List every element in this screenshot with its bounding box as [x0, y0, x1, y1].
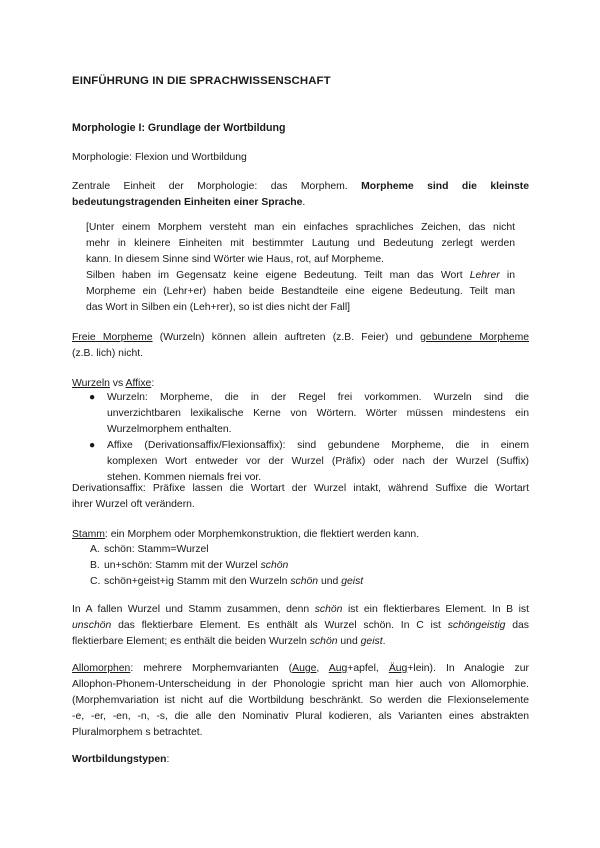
section-heading-morphology: Morphologie I: Grundlage der Wortbildung — [72, 122, 286, 134]
list-item-c: C. schön+geist+ig Stamm mit den Wurzeln schön und geist — [90, 576, 364, 587]
list-item-wurzeln: ● Wurzeln: Morpheme, die in der Regel frei vorkommen. Wurzeln sind die unverzichtbaren lexikalische Kerne von Wörtern. Wörter müssen mindestens ein Wurzelmorphem enthalten. — [89, 392, 529, 435]
document-title: EINFÜHRUNG IN DIE SPRACHWISSENSCHAFT — [72, 75, 331, 87]
bullet-icon: ● — [89, 392, 96, 403]
list-item-b: B. un+schön: Stamm mit der Wurzel schön — [90, 560, 289, 571]
stem-examples-list — [72, 542, 529, 590]
stem-definition: Stamm: ein Morphem oder Morphemkonstruktion, die flektiert werden kann. — [72, 529, 420, 540]
paragraph-stem-explanation: In A fallen Wurzel und Stamm zusammen, denn schön ist ein flektierbares Element. In B ist unschön das flektierbare Element. Es enthält als Wurzel schön. In C ist schöngeistig das flektierbare Element; es enthält die beiden Wurzeln schön und geist. — [72, 604, 529, 647]
word-formation-types-heading: Wortbildungstypen: — [72, 754, 170, 765]
bullet-icon: ● — [89, 440, 96, 451]
subtitle-flexion-wortbildung: Morphologie: Flexion und Wortbildung — [72, 152, 247, 163]
list-item-a: A. schön: Stamm=Wurzel — [90, 544, 209, 555]
list-item-affixe: ● Affixe (Derivationsaffix/Flexionsaffix): sind gebundene Morpheme, die in einem komplexen Wort entweder vor der Wurzel (Präfix) oder nach der Wurzel (Suffix) stehen. Kommen niemals frei vor. — [89, 440, 529, 483]
roots-vs-affixes-heading: Wurzeln vs Affixe: — [72, 378, 155, 389]
paragraph-morpheme-definition: Zentrale Einheit der Morphologie: das Morphem. Morpheme sind die kleinste bedeutungstragenden Einheiten einer Sprache. — [72, 181, 530, 208]
roots-affixes-list — [72, 390, 529, 486]
paragraph-free-bound-morphemes: Freie Morpheme (Wurzeln) können allein auftreten (z.B. Feier) und gebundene Morpheme (z.B. lich) nicht. — [72, 332, 530, 359]
bracket-note: [Unter einem Morphem versteht man ein einfaches sprachliches Zeichen, das nicht mehr in kleinere Einheiten mit bestimmter Lautung und Bedeutung zerlegt werden kann. In diesem Sinne sind Wörter wie Haus, rot, auf Morpheme. Silben haben im Gegensatz keine eigene Bedeutung. Teilt man das Wort Lehrer in Morpheme ein (Lehr+er) haben beide Bestandteile eine eigene Bedeutung. Teilt man das Wort in Silben ein (Leh+rer), so ist dies nicht der Fall] — [86, 222, 515, 313]
paragraph-allomorphs: Allomorphen: mehrere Morphemvarianten (Auge, Aug+apfel, Äug+lein). In Analogie zur Allophon-Phonem-Unterscheidung in der Phonologie spricht man hier auch von Allomorphie. (Morphemvariation ist nicht auf die Wortbildung beschränkt. So werden die Flexionselemente -e, -er, -en, -n, -s, die alle den Nominativ Plural kodieren, als Varianten eines abstrakten Pluralmorphem s betrachtet. — [72, 663, 529, 738]
paragraph-derivationsaffix: Derivationsaffix: Präfixe lassen die Wortart der Wurzel intakt, während Suffixe die Wortart ihrer Wurzel oft verändern. — [72, 483, 529, 510]
